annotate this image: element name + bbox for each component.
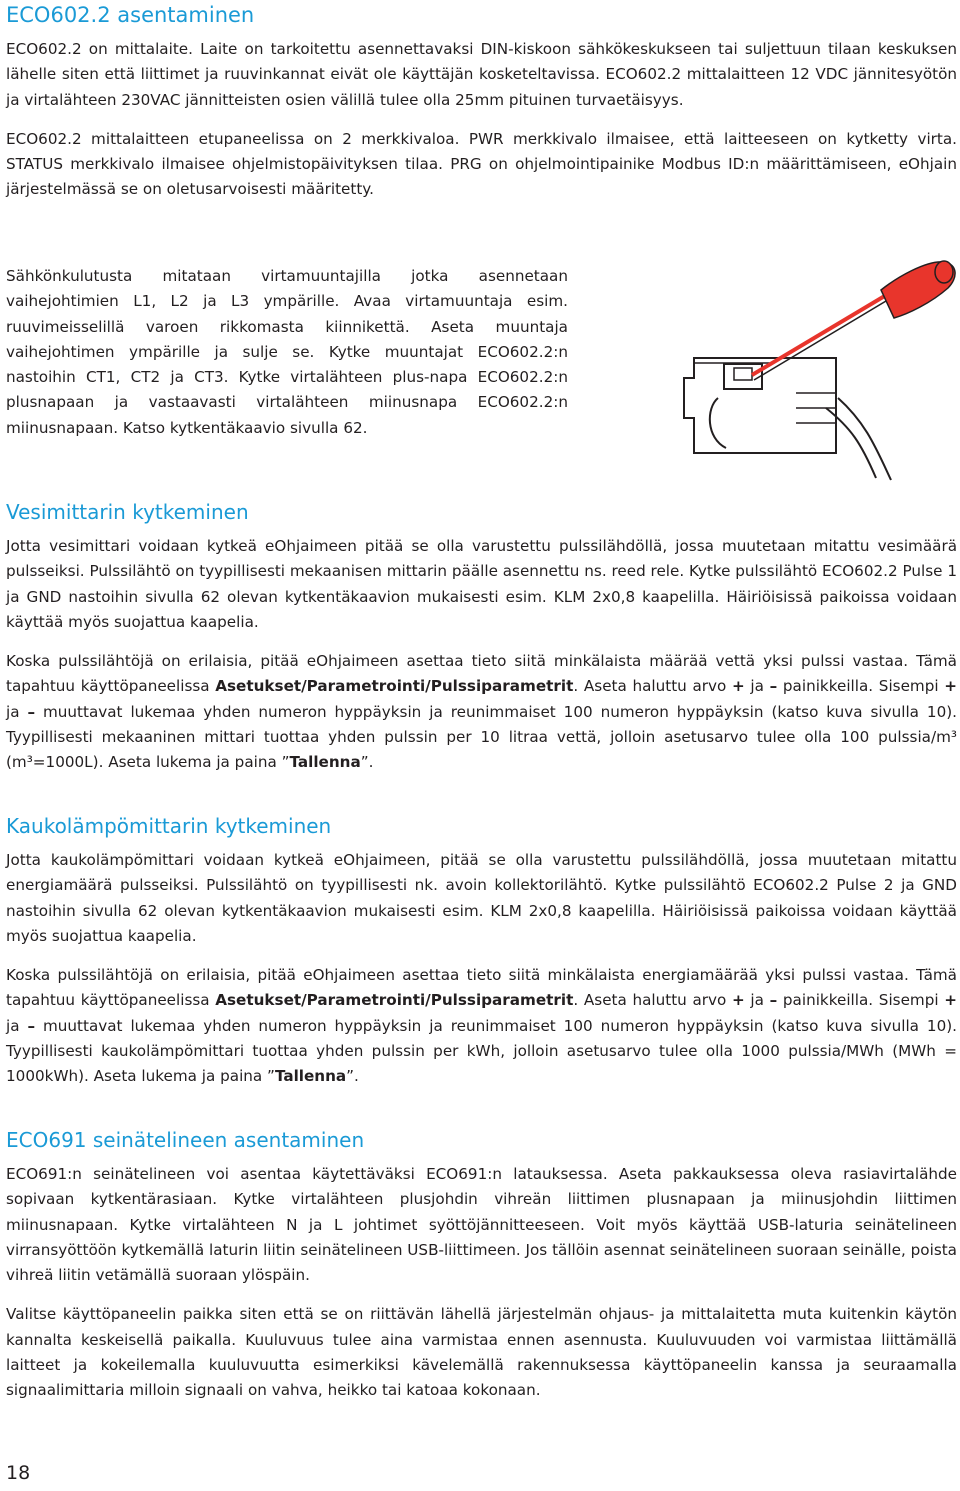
- paragraph: Jotta kaukolämpömittari voidaan kytkeä eOhjaimeen, pitää se olla varustettu pulssilähdöllä, jossa muutetaan mitattu energiamäärä pulsseiksi. Pulssilähtö on tyypillisesti nk. avoin kollektorilähtö. Kytke pulssilähtö ECO602.2 Pulse 2 ja GND nastoihin sivulla 62 olevan kytkentäkaavion mukaisesti esim. KLM 2x0,8 kaapelilla. Häiriöisissä paikoissa voidaan käyttää myös suojattua kaapelia.: [6, 851, 957, 945]
- minus-key: –: [769, 677, 778, 696]
- eco602-install-body: [6, 37, 957, 203]
- plus-key: +: [732, 991, 745, 1010]
- save-key: Tallenna: [274, 1067, 347, 1086]
- paragraph: Sähkönkulutusta mitataan virtamuuntajilla jotka asennetaan vaihejohtimien L1, L2 ja L3 ympärille. Avaa virtamuuntaja esim. ruuvimeisselillä varoen rikkomasta kiinnikettä. Aseta muuntaja vaihejohtimen ympärille ja sulje se. Kytke muuntajat ECO602.2:n nastoihin CT1, CT2 ja CT3. Kytke virtalähteen plus-napa ECO602.2:n plusnapaan ja vastaavasti virtalähteen miinusnapa ECO602.2:n miinusnapaan. Katso kytkentäkaavio sivulla 62.: [6, 267, 568, 437]
- save-key: Tallenna: [289, 753, 361, 772]
- water-meter-section: [6, 500, 957, 776]
- minus-key: –: [769, 991, 778, 1010]
- minus-key: –: [27, 702, 36, 721]
- district-heat-section: [6, 814, 957, 1090]
- menu-path: Asetukset/Parametrointi/Pulssiparametrit: [215, 677, 574, 696]
- section-title-wall-stand: ECO691 seinätelineen asentaminen: [6, 1128, 365, 1152]
- paragraph: ECO602.2 mittalaitteen etupaneelissa on 2 merkkivaloa. PWR merkkivalo ilmaisee, että laitteeseen on kytketty virta. STATUS merkkivalo ilmaisee ohjelmistopäivityksen tilaa. PRG on ohjelmointipainike Modbus ID:n määrittämiseen, eOhjain järjestelmässä se on oletusarvoisesti määritetty.: [6, 129, 957, 199]
- paragraph: Jotta vesimittari voidaan kytkeä eOhjaimeen pitää se olla varustettu pulssilähdöllä, jossa muutetaan mitattu vesimäärä pulsseiksi. Pulssilähtö on tyypillisesti mekaanisen mittarin päälle asennettu ns. reed rele. Kytke pulssilähtö ECO602.2 Pulse 1 ja GND nastoihin sivulla 62 olevan kytkentäkaavion mukaisesti esim. KLM 2x0,8 kaapelilla. Häiriöisissä paikoissa voidaan käyttää myös suojattua kaapelia.: [6, 537, 957, 631]
- wall-stand-section: [6, 1128, 957, 1404]
- page-number: 18: [6, 1462, 31, 1484]
- plus-key: +: [944, 677, 957, 696]
- section-title-water-meter: Vesimittarin kytkeminen: [6, 500, 249, 524]
- paragraph: Koska pulssilähtöjä on erilaisia, pitää eOhjaimeen asettaa tieto siitä minkälaista energiamäärää yksi pulssi vastaa. Tämä tapahtuu käyttöpaneelissa Asetukset/Parametrointi/Pulssiparametrit. Aseta haluttu arvo + ja – painikkeilla. Sisempi + ja – muuttavat lukemaa yhden numeron hyppäyksin ja reunimmaiset 100 numeron hyppäyksin (katso kuva sivulla 10). Tyypillisesti kaukolämpömittari tuottaa yhden pulssin per kWh, jolloin asetusarvo tulee olla 1000 pulssia/MWh (MWh = 1000kWh). Aseta lukema ja paina ”Tallenna”.: [6, 966, 957, 1086]
- plus-key: +: [732, 677, 745, 696]
- paragraph: ECO691:n seinätelineen voi asentaa käytettäväksi ECO691:n latauksessa. Aseta pakkauksessa oleva rasiavirtalähde sopivaan kytkentärasiaan. Kytke virtalähteen plusjohdin vihreän liittimen plusnapaan ja miinusjohdin liittimen miinusnapaan. Kytke virtalähteen N ja L johtimet syöttöjännitteeseen. Voit myös käyttää USB-laturia seinätelineen virransyöttöön kytkemällä laturin liitin seinätelineen USB-liittimeen. Jos tällöin asennat seinätelineen suoraan seinälle, poista vihreä liitin vetämällä suoraan ylöspäin.: [6, 1165, 957, 1285]
- section-title-district-heat: Kaukolämpömittarin kytkeminen: [6, 814, 332, 838]
- paragraph: Valitse käyttöpaneelin paikka siten että se on riittävän lähellä järjestelmän ohjaus- ja mittalaitetta muta kuitenkin käytön kannalta keskeisellä paikalla. Kuuluvuus tulee aina varmistaa ennen asennusta. Kuuluvuuden voi varmistaa liittämällä laitteet ja kokeilemalla kuuluvuutta esimerkiksi kävelemällä rakennuksessa käyttöpaneelin kanssa ja seuraamalla signaalimittaria milloin signaali on vahva, heikko tai katoaa kokonaan.: [6, 1305, 957, 1400]
- minus-key: –: [27, 1016, 36, 1035]
- menu-path: Asetukset/Parametrointi/Pulssiparametrit: [215, 991, 574, 1010]
- current-transformer-figure: [676, 258, 960, 483]
- plus-key: +: [944, 991, 957, 1010]
- paragraph: Koska pulssilähtöjä on erilaisia, pitää eOhjaimeen asettaa tieto siitä minkälaista määrää vettä yksi pulssi vastaa. Tämä tapahtuu käyttöpaneelissa Asetukset/Parametrointi/Pulssiparametrit. Aseta haluttu arvo + ja – painikkeilla. Sisempi + ja – muuttavat lukemaa yhden numeron hyppäyksin ja reunimmaiset 100 numeron hyppäyksin (katso kuva sivulla 10). Tyypillisesti mekaaninen mittari tuottaa yhden pulssin per 10 litraa vettä, jolloin asetusarvo tulee olla 100 pulssia/m³ (m³=1000L). Aseta lukema ja paina ”Tallenna”.: [6, 652, 957, 772]
- screwdriver-and-current-transformer-icon: [676, 258, 960, 483]
- section-title-eco602-install: ECO602.2 asentaminen: [6, 3, 255, 27]
- current-transformer-text: [6, 264, 568, 441]
- paragraph: ECO602.2 on mittalaite. Laite on tarkoitettu asennettavaksi DIN-kiskoon sähkökeskukseen tai suljettuun tilaan keskuksen lähelle siten että liittimet ja ruuvinkannat eivät ole käyttäjän kosketeltavissa. ECO602.2 mittalaitteen 12 VDC jännitesyötön ja virtalähteen 230VAC jännitteisten osien välillä tulee olla 25mm pituinen turvaetäisyys.: [6, 40, 957, 109]
